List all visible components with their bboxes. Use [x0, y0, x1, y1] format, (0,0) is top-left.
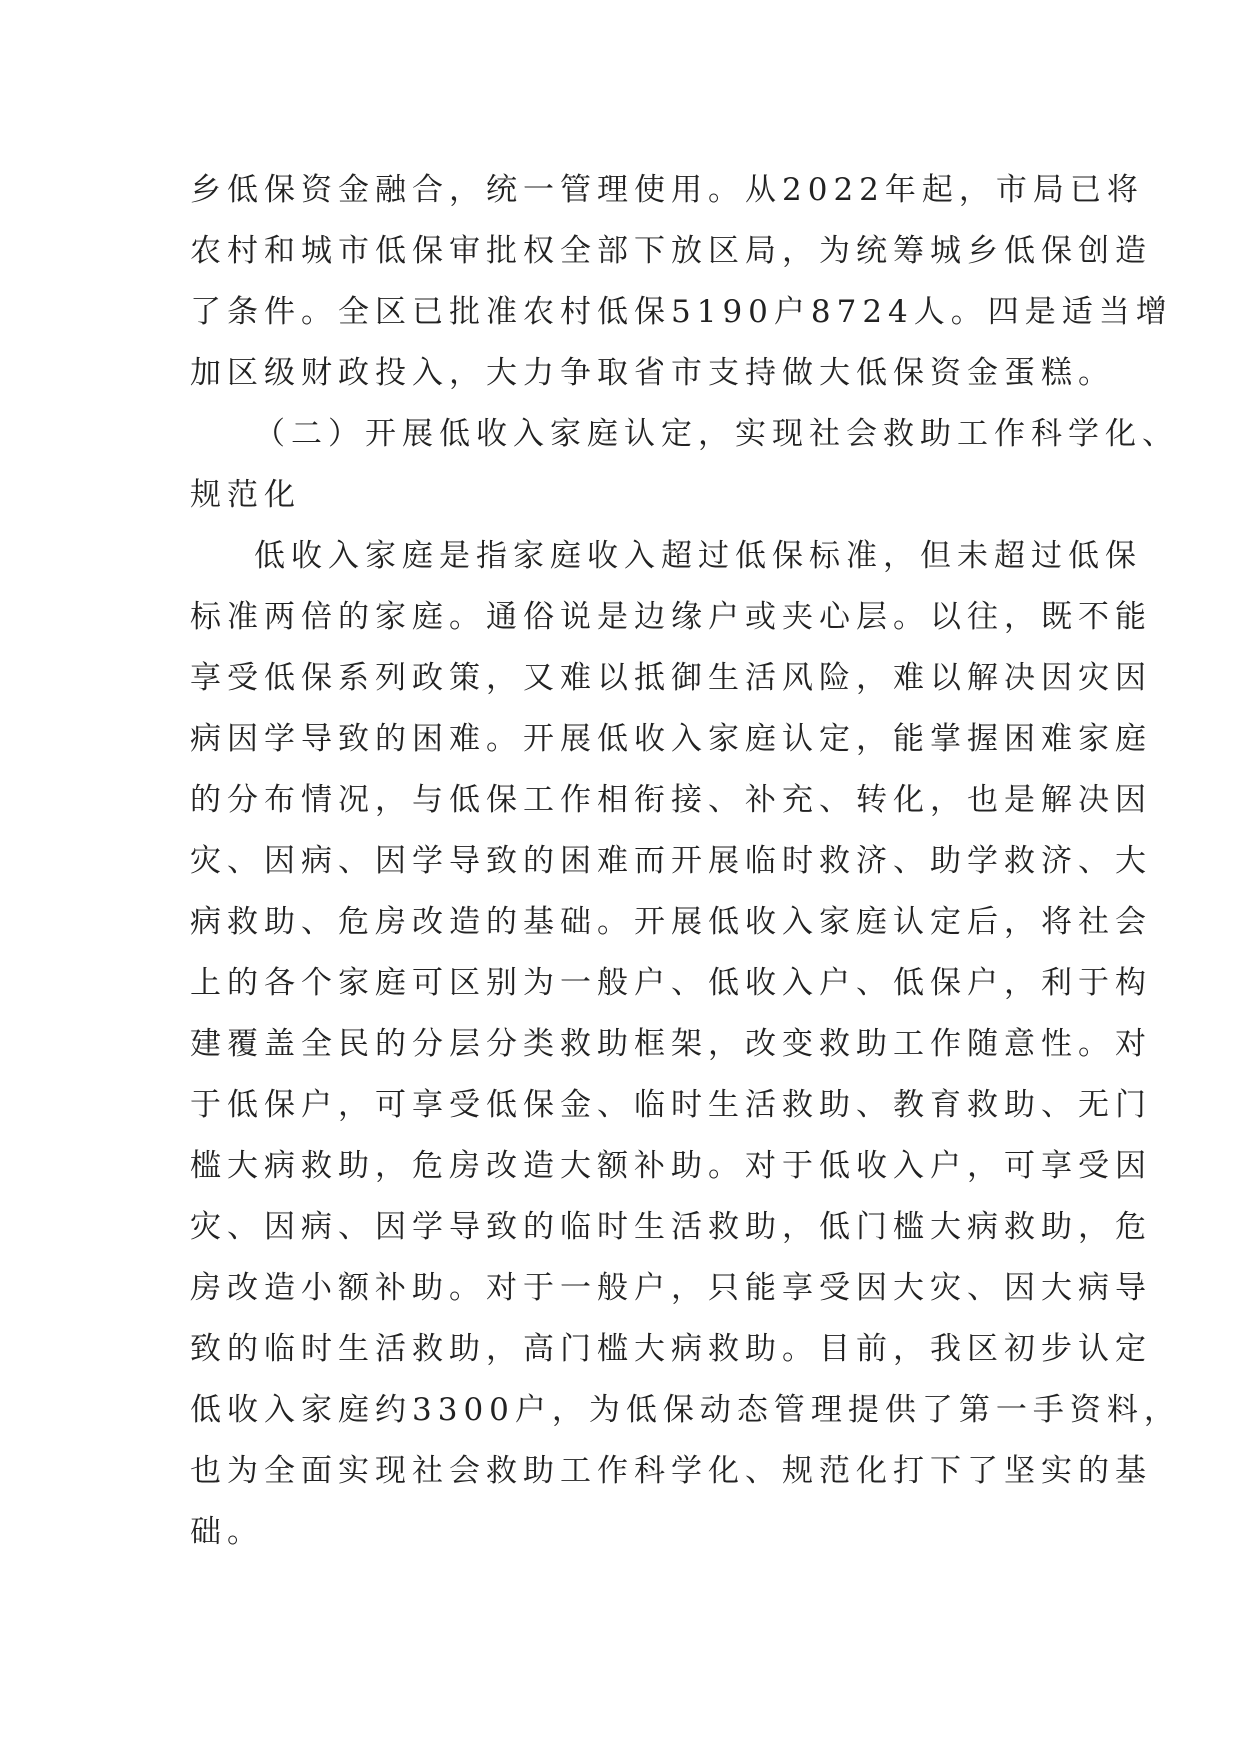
text-line: 也为全面实现社会救助工作科学化、规范化打下了坚实的基: [190, 1453, 1152, 1489]
text-line: 灾、因病、因学导致的临时生活救助，低门槛大病救助，危: [190, 1209, 1152, 1245]
text-line: 础。: [190, 1514, 264, 1550]
text-line: 享受低保系列政策，又难以抵御生活风险，难以解决因灾因: [190, 660, 1152, 696]
text-line: 加区级财政投入，大力争取省市支持做大低保资金蛋糕。: [190, 355, 1115, 391]
text-line: 农村和城市低保审批权全部下放区局，为统筹城乡低保创造: [190, 233, 1152, 269]
text-line: 低收入家庭约3300户，为低保动态管理提供了第一手资料，: [190, 1392, 1181, 1428]
text-line: 致的临时生活救助，高门槛大病救助。目前，我区初步认定: [190, 1331, 1152, 1367]
text-line: 标准两倍的家庭。通俗说是边缘户或夹心层。以往，既不能: [190, 599, 1152, 635]
text-line: 房改造小额补助。对于一般户，只能享受因大灾、因大病导: [190, 1270, 1152, 1306]
text-line: 灾、因病、因学导致的困难而开展临时救济、助学救济、大: [190, 843, 1152, 879]
text-line: 病因学导致的困难。开展低收入家庭认定，能掌握困难家庭: [190, 721, 1152, 757]
text-line: 了条件。全区已批准农村低保5190户8724人。四是适当增: [190, 294, 1173, 330]
text-line: 病救助、危房改造的基础。开展低收入家庭认定后，将社会: [190, 904, 1152, 940]
text-line: 于低保户，可享受低保金、临时生活救助、教育救助、无门: [190, 1087, 1152, 1123]
text-line: 槛大病救助，危房改造大额补助。对于低收入户，可享受因: [190, 1148, 1152, 1184]
text-line: 低收入家庭是指家庭收入超过低保标准，但未超过低保: [254, 538, 1142, 574]
text-line: （二）开展低收入家庭认定，实现社会救助工作科学化、: [254, 416, 1179, 452]
text-line: 的分布情况，与低保工作相衔接、补充、转化，也是解决因: [190, 782, 1152, 818]
text-line: 上的各个家庭可区别为一般户、低收入户、低保户，利于构: [190, 965, 1152, 1001]
body-text: [190, 160, 1181, 1563]
text-line: 规范化: [190, 477, 301, 513]
text-line: 乡低保资金融合，统一管理使用。从2022年起，市局已将: [190, 172, 1144, 208]
text-line: 建覆盖全民的分层分类救助框架，改变救助工作随意性。对: [190, 1026, 1152, 1062]
